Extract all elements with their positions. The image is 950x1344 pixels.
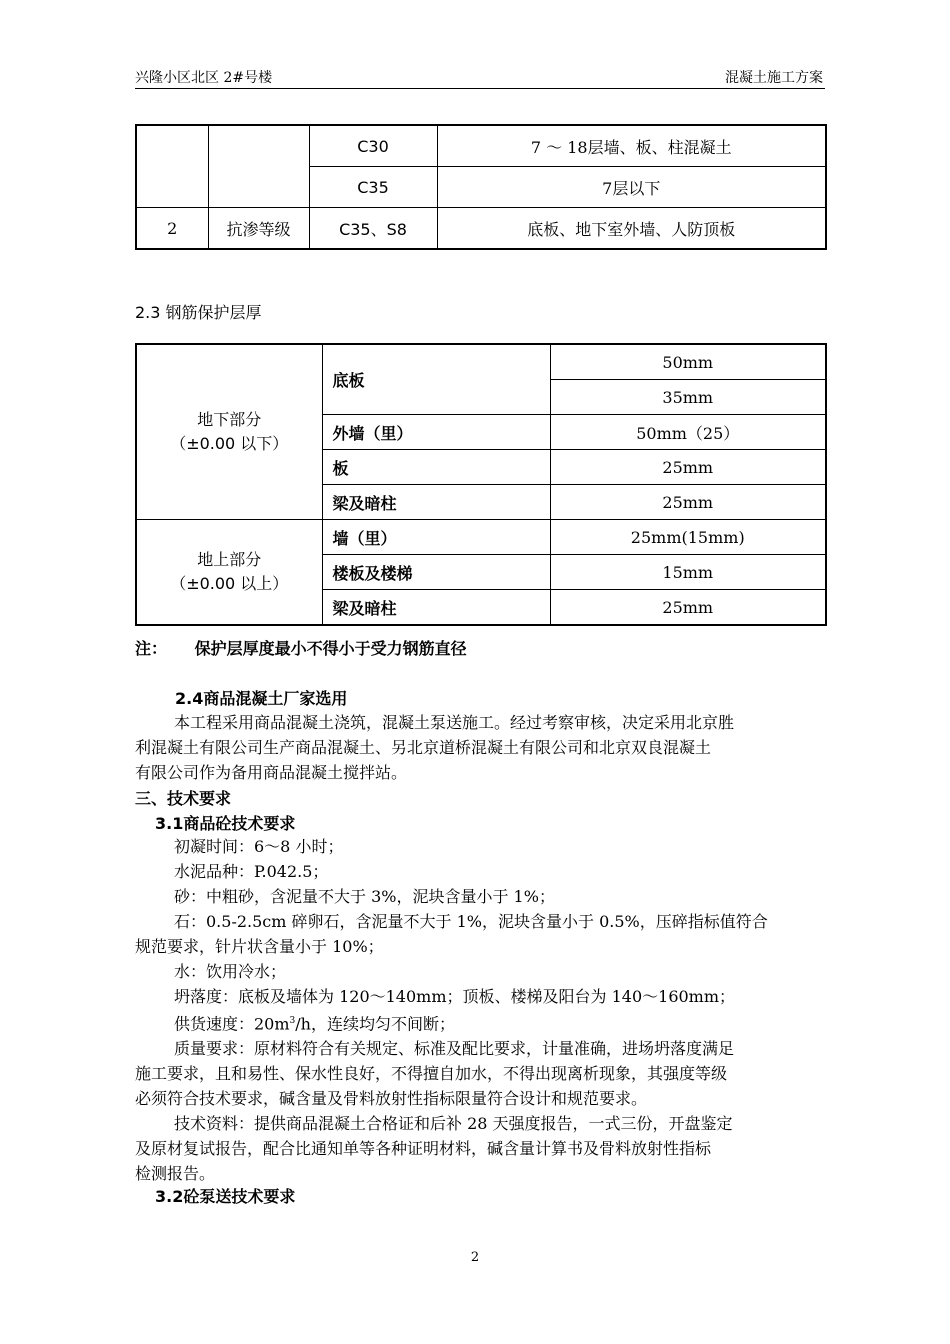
- section-3-2-title: 3.2砼泵送技术要求: [155, 1187, 296, 1206]
- group-underground: [136, 344, 322, 520]
- cell-value: 25mm: [550, 590, 826, 626]
- table-row: [136, 125, 826, 167]
- section-3-1-body: [135, 834, 825, 1186]
- req-sand: 砂：中粗砂，含泥量不大于 3%，泥块含量小于 1%；: [174, 887, 555, 906]
- group-label: 地上部分: [197, 550, 262, 569]
- req-cement: 水泥品种：P.042.5；: [174, 862, 329, 881]
- header-project-name: 兴隆小区北区 2#号楼: [135, 70, 273, 86]
- note-label: 注：: [135, 639, 168, 658]
- cell-value: 25mm: [550, 450, 826, 485]
- note: [135, 636, 467, 659]
- cell-grade: C35: [309, 167, 437, 208]
- req-docs-cont: 及原材复试报告，配合比通知单等各种证明材料，碱含量计算书及骨料放射性指标: [135, 1139, 712, 1159]
- req-stone: 石：0.5-2.5cm 碎卵石，含泥量不大于 1%，泥块含量小于 0.5%，压碎指标值符合: [174, 912, 768, 931]
- req-docs-cont: 检测报告。: [135, 1164, 216, 1184]
- rebar-cover-table: [135, 343, 827, 626]
- paragraph-line: 本工程采用商品混凝土浇筑，混凝土泵送施工。经过考察审核，决定采用北京胜: [174, 713, 735, 732]
- req-quality: 质量要求：原材料符合有关规定、标准及配比要求，计量准确，进场坍落度满足: [174, 1039, 735, 1059]
- cell-part: 楼板及楼梯: [322, 555, 550, 590]
- paragraph-line: 利混凝土有限公司生产商品混凝土、另北京道桥混凝土有限公司和北京双良混凝土: [135, 738, 712, 757]
- concrete-grade-table: [135, 124, 827, 250]
- cell-no: [136, 125, 208, 208]
- group-range: （±0.00 以下）: [170, 434, 289, 453]
- cell-part: 底板: [322, 344, 550, 415]
- paragraph-line: 有限公司作为备用商品混凝土搅拌站。: [135, 763, 408, 782]
- cell-value: 15mm: [550, 555, 826, 590]
- req-quality-cont: 必须符合技术要求，碱含量及骨料放射性指标限量符合设计和规范要求。: [135, 1089, 648, 1109]
- cell-part: 墙（里）: [322, 520, 550, 555]
- table-row: [136, 520, 826, 555]
- cell-value: 25mm(15mm): [550, 520, 826, 555]
- supply-prefix: 供货速度：20m: [174, 1014, 290, 1034]
- cell-item: [208, 125, 309, 208]
- header-divider: [135, 88, 825, 89]
- section-2-3-title: 2.3 钢筋保护层厚: [135, 303, 262, 322]
- section-2-4-body: [135, 710, 825, 785]
- cell-item: 抗渗等级: [208, 208, 309, 250]
- supply-sup: 3: [289, 1016, 296, 1026]
- req-initial-set: 初凝时间：6～8 小时；: [174, 837, 344, 856]
- cell-value: 35mm: [550, 380, 826, 415]
- section-2-4-title: 2.4商品混凝土厂家选用: [175, 689, 348, 708]
- req-docs: 技术资料：提供商品混凝土合格证和后补 28 天强度报告，一式三份，开盘鉴定: [174, 1114, 733, 1134]
- req-slump: 坍落度：底板及墙体为 120～140mm；顶板、楼梯及阳台为 140～160mm；: [174, 987, 736, 1006]
- cell-no: 2: [136, 208, 208, 250]
- cell-value: 50mm: [550, 344, 826, 380]
- note-text: 保护层厚度最小不得小于受力钢筋直径: [194, 639, 467, 658]
- table-row: [136, 344, 826, 380]
- cell-value: 50mm（25）: [550, 415, 826, 450]
- group-aboveground: [136, 520, 322, 626]
- section-3-1-title: 3.1商品砼技术要求: [155, 814, 296, 833]
- cell-grade: C30: [309, 125, 437, 167]
- supply-suffix: /h，连续均匀不间断；: [295, 1014, 455, 1034]
- req-quality-cont: 施工要求，且和易性、保水性良好，不得擅自加水，不得出现离析现象，其强度等级: [135, 1064, 728, 1084]
- cell-value: 25mm: [550, 485, 826, 520]
- section-3-title: 三、技术要求: [135, 789, 232, 808]
- cell-scope: 7层以下: [437, 167, 826, 208]
- cell-part: 梁及暗柱: [322, 485, 550, 520]
- page-number: 2: [470, 1250, 480, 1265]
- cell-scope: 底板、地下室外墙、人防顶板: [437, 208, 826, 250]
- header-doc-title: 混凝土施工方案: [725, 70, 823, 86]
- req-stone-cont: 规范要求，针片状含量小于 10%；: [135, 937, 384, 956]
- cell-scope: 7 ～ 18层墙、板、柱混凝土: [437, 125, 826, 167]
- req-supply: [135, 1009, 825, 1036]
- group-range: （±0.00 以上）: [170, 574, 289, 593]
- cell-part: 外墙（里）: [322, 415, 550, 450]
- cell-part: 梁及暗柱: [322, 590, 550, 626]
- table-row: [136, 208, 826, 250]
- group-label: 地下部分: [197, 410, 262, 429]
- cell-part: 板: [322, 450, 550, 485]
- cell-grade: C35、S8: [309, 208, 437, 250]
- req-water: 水：饮用冷水；: [174, 962, 287, 981]
